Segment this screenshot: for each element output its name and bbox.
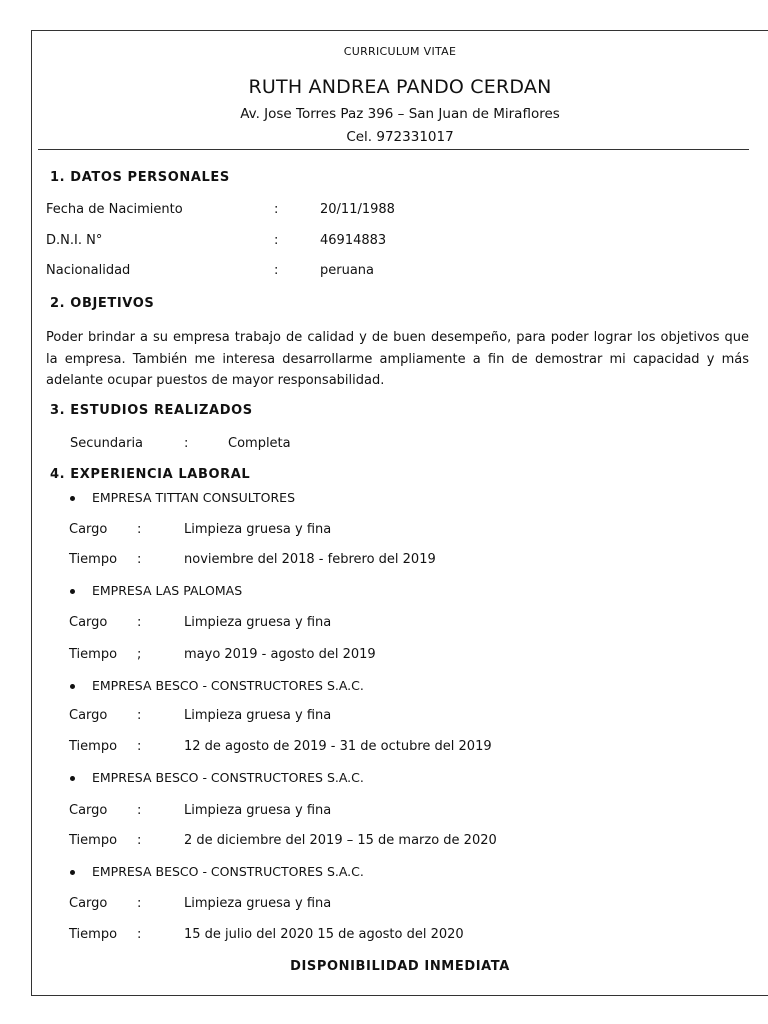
objectives-paragraph: Poder brindar a su empresa trabajo de calidad y de buen desempeño, para poder lograr los objetivos que la empresa. También me interesa desarrollarme ampliamente a fin de demostrar mi capacidad y más adelante ocupar puestos de mayor responsabilidad. xyxy=(46,330,749,388)
section-title-experience: 4. EXPERIENCIA LABORAL xyxy=(50,467,251,482)
document-label: CURRICULUM VITAE xyxy=(343,45,457,58)
candidate-phone: Cel. 972331017 xyxy=(346,129,454,145)
studies-value: Completa xyxy=(228,436,291,451)
job-cargo-separator: : xyxy=(137,615,142,630)
personal-separator: : xyxy=(274,233,279,248)
job-cargo: Limpieza gruesa y fina xyxy=(184,803,332,818)
job-cargo-separator: : xyxy=(137,803,142,818)
job-tiempo-separator: : xyxy=(137,927,142,942)
job-cargo: Limpieza gruesa y fina xyxy=(184,708,332,723)
job-cargo-label: Cargo xyxy=(69,522,108,537)
availability-note: DISPONIBILIDAD INMEDIATA xyxy=(290,959,510,974)
job-cargo-separator: : xyxy=(137,896,142,911)
job-tiempo-separator: : xyxy=(137,833,142,848)
job-company: EMPRESA LAS PALOMAS xyxy=(92,583,243,598)
personal-value: peruana xyxy=(320,263,375,278)
job-tiempo-separator: ; xyxy=(137,647,142,662)
job-cargo: Limpieza gruesa y fina xyxy=(184,615,332,630)
job-tiempo: 15 de julio del 2020 15 de agosto del 2020 xyxy=(184,927,464,942)
job-cargo-label: Cargo xyxy=(69,708,108,723)
job-tiempo-label: Tiempo xyxy=(69,552,118,567)
header-divider xyxy=(38,149,749,150)
personal-value: 20/11/1988 xyxy=(320,202,395,217)
personal-value: 46914883 xyxy=(320,233,387,248)
job-cargo: Limpieza gruesa y fina xyxy=(184,522,332,537)
personal-separator: : xyxy=(274,202,279,217)
section-title-personal: 1. DATOS PERSONALES xyxy=(50,170,230,185)
bullet-icon xyxy=(70,870,75,875)
bullet-icon xyxy=(70,589,75,594)
job-tiempo: mayo 2019 - agosto del 2019 xyxy=(184,647,376,662)
job-cargo: Limpieza gruesa y fina xyxy=(184,896,332,911)
studies-label: Secundaria xyxy=(70,436,144,451)
candidate-name: RUTH ANDREA PANDO CERDAN xyxy=(248,76,552,98)
section-title-studies: 3. ESTUDIOS REALIZADOS xyxy=(50,403,253,418)
job-tiempo-label: Tiempo xyxy=(69,739,118,754)
job-cargo-label: Cargo xyxy=(69,615,108,630)
job-cargo-label: Cargo xyxy=(69,896,108,911)
personal-label: D.N.I. N° xyxy=(46,233,103,248)
personal-separator: : xyxy=(274,263,279,278)
personal-label: Fecha de Nacimiento xyxy=(46,202,183,217)
bullet-icon xyxy=(70,776,75,781)
job-cargo-separator: : xyxy=(137,708,142,723)
job-tiempo-label: Tiempo xyxy=(69,927,118,942)
job-company: EMPRESA BESCO - CONSTRUCTORES S.A.C. xyxy=(92,678,364,693)
section-title-objectives: 2. OBJETIVOS xyxy=(50,296,155,311)
studies-separator: : xyxy=(184,436,189,451)
job-tiempo: 2 de diciembre del 2019 – 15 de marzo de 2020 xyxy=(184,833,497,848)
job-cargo-label: Cargo xyxy=(69,803,108,818)
job-cargo-separator: : xyxy=(137,522,142,537)
job-tiempo-label: Tiempo xyxy=(69,647,118,662)
job-tiempo: 12 de agosto de 2019 - 31 de octubre del 2019 xyxy=(184,739,492,754)
job-tiempo: noviembre del 2018 - febrero del 2019 xyxy=(184,552,436,567)
job-tiempo-label: Tiempo xyxy=(69,833,118,848)
bullet-icon xyxy=(70,684,75,689)
personal-label: Nacionalidad xyxy=(46,263,131,278)
candidate-address: Av. Jose Torres Paz 396 – San Juan de Miraflores xyxy=(240,106,560,122)
bullet-icon xyxy=(70,496,75,501)
job-company: EMPRESA BESCO - CONSTRUCTORES S.A.C. xyxy=(92,770,364,785)
job-tiempo-separator: : xyxy=(137,552,142,567)
job-tiempo-separator: : xyxy=(137,739,142,754)
job-company: EMPRESA BESCO - CONSTRUCTORES S.A.C. xyxy=(92,864,364,879)
job-company: EMPRESA TITTAN CONSULTORES xyxy=(92,490,296,505)
